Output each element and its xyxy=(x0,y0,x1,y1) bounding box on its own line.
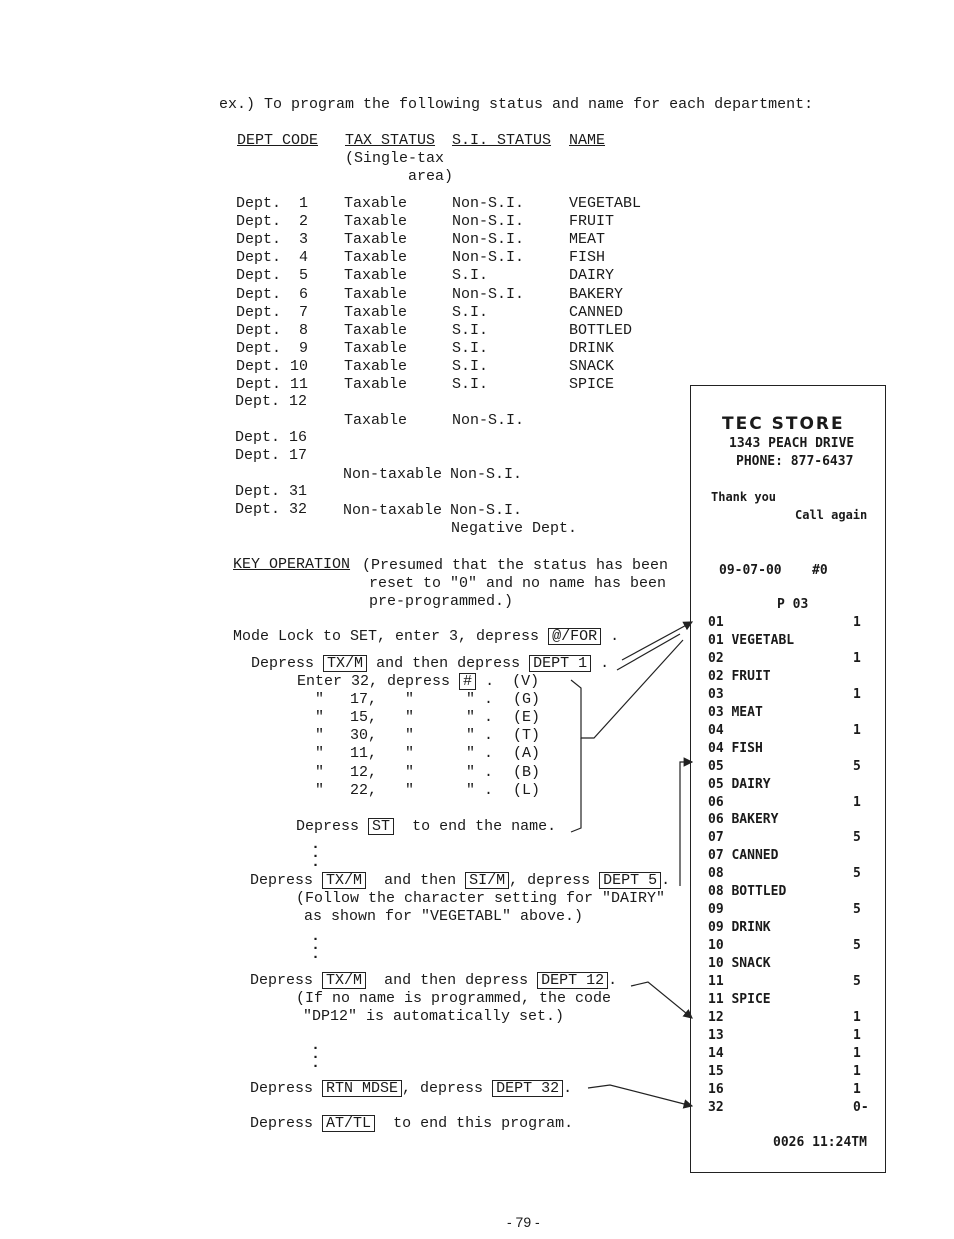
receipt-line-label: 05 DAIRY xyxy=(708,776,771,792)
end-program-line xyxy=(250,1115,573,1133)
receipt-line-value: 5 xyxy=(853,758,861,774)
dept-row-dept: Dept. 3 xyxy=(236,231,309,249)
end-name-text: to end the name. xyxy=(412,818,557,835)
hash-key: # xyxy=(459,673,476,690)
depress-dept12-line: Depress TX/M and then depress DEPT 12 . xyxy=(250,972,618,989)
dept-row-si: Non-S.I. xyxy=(452,231,525,249)
dept-row-si: Non-S.I. xyxy=(452,285,525,303)
group1-si: Non-S.I. xyxy=(452,412,525,429)
char-v: (V) xyxy=(512,673,540,690)
txm-key-12: TX/M xyxy=(322,972,366,989)
depress-dept1-line: Depress TX/M and then depress DEPT 1 . xyxy=(251,655,610,672)
group1-tax: Taxable xyxy=(344,412,408,429)
receipt-line-label: 04 FISH xyxy=(708,740,763,756)
intro-text: ex.) To program the following status and name for each department: xyxy=(219,96,814,113)
follow-note-2: as shown for "VEGETABL" above.) xyxy=(304,908,584,925)
dept-row-tax: Taxable xyxy=(344,249,408,267)
receipt-line-label: 01 xyxy=(708,615,724,630)
depress-word-end: Depress xyxy=(250,1115,314,1132)
char-line-period: . xyxy=(484,745,494,763)
receipt-line-label: 13 xyxy=(708,1027,724,1043)
group2-tax: Non-taxable xyxy=(343,466,443,483)
receipt-line-label: 12 xyxy=(708,1009,724,1025)
receipt-date: 09-07-00 xyxy=(719,563,782,578)
depress-dept5-line: Depress TX/M and then SI/M , depress DEPT 5 . xyxy=(250,872,671,889)
dept-row-tax: Taxable xyxy=(344,303,408,321)
char-line-ditto: " xyxy=(405,709,415,727)
dept-row-name: SNACK xyxy=(569,357,615,375)
depress-word: Depress xyxy=(251,655,315,672)
receipt-line-label: 06 BAKERY xyxy=(708,812,779,828)
receipt-line-value: 5 xyxy=(853,974,861,989)
receipt xyxy=(690,385,886,1173)
char-line-c: (G) xyxy=(513,691,541,709)
and-then-5: and then xyxy=(384,872,457,889)
receipt-line-label: 14 xyxy=(708,1045,724,1061)
st-key: ST xyxy=(368,818,394,835)
dept-row-name: BOTTLED xyxy=(569,321,633,339)
receipt-line-label: 03 xyxy=(708,686,724,702)
dept-row-si: S.I. xyxy=(452,357,489,375)
receipt-line-label: 06 xyxy=(708,794,724,810)
dept-row-tax: Taxable xyxy=(344,195,408,212)
dept-row-dept: Dept. 9 xyxy=(236,339,309,357)
dept-row-dept: Dept. 2 xyxy=(236,213,309,231)
dept-row-si: Non-S.I. xyxy=(452,213,525,231)
dept-31: Dept. 31 xyxy=(235,483,308,500)
and-then-depress-12: and then depress xyxy=(384,972,529,989)
receipt-line-label: 10 xyxy=(708,938,724,954)
receipt-line-value: 1 xyxy=(853,615,861,630)
page-number: - 79 - xyxy=(507,1214,540,1230)
char-line-period: . xyxy=(484,709,494,727)
receipt-line-label: 05 xyxy=(708,758,724,774)
dept-row-tax: Taxable xyxy=(344,339,408,357)
header-si-status: S.I. STATUS xyxy=(452,132,552,149)
receipt-line-label: 15 xyxy=(708,1063,724,1079)
dept-row-dept: Dept. 10 xyxy=(236,357,309,375)
header-name: NAME xyxy=(569,132,606,149)
keyop-label: KEY OPERATION xyxy=(233,556,351,573)
group2-si: Non-S.I. xyxy=(450,466,523,483)
dept-row-tax: Taxable xyxy=(344,376,408,393)
dept-12: Dept. 12 xyxy=(235,393,308,410)
receipt-line-label: 32 xyxy=(708,1099,724,1115)
char-line-ditto: " xyxy=(405,727,415,745)
and-then-depress: and then depress xyxy=(376,655,521,672)
char-line-n: 11, xyxy=(350,745,378,763)
dept-row-dept: Dept. 7 xyxy=(236,303,309,321)
sim-key: SI/M xyxy=(465,872,509,889)
receipt-line-label: 08 xyxy=(708,866,724,882)
depress-word-12: Depress xyxy=(250,972,314,989)
group3-note: Negative Dept. xyxy=(451,520,578,537)
receipt-line-value: 1 xyxy=(853,1009,861,1025)
dept-row-name: DAIRY xyxy=(569,267,615,285)
char-line-ditto: " xyxy=(315,745,325,763)
receipt-line-value: 5 xyxy=(853,938,861,954)
header-dept-code: DEPT CODE xyxy=(237,132,319,149)
ellipsis-2: . . . xyxy=(311,928,321,963)
receipt-line-label: 11 xyxy=(708,974,724,989)
char-line-ditto: " xyxy=(466,781,476,799)
char-line-ditto: " xyxy=(466,709,476,727)
char-line-ditto: " xyxy=(405,691,415,709)
dept-row-tax: Taxable xyxy=(344,213,408,231)
char-line-n: 30, xyxy=(350,727,378,745)
dept-17: Dept. 17 xyxy=(235,447,308,464)
char-line-ditto: " xyxy=(315,781,325,799)
receipt-line-value: 1 xyxy=(853,650,861,666)
char-line-n: 12, xyxy=(350,763,378,781)
receipt-line-label: 09 xyxy=(708,902,724,918)
dept-row-tax: Taxable xyxy=(344,285,408,303)
receipt-store-name: TEC STORE xyxy=(722,414,845,434)
dept32-key: DEPT 32 xyxy=(492,1080,563,1097)
dept-32: Dept. 32 xyxy=(235,501,308,518)
receipt-line-value: 1 xyxy=(853,794,861,810)
receipt-line-label: 07 CANNED xyxy=(708,848,779,864)
char-line-c: (L) xyxy=(513,781,541,799)
char-line-c: (B) xyxy=(513,763,541,781)
enter32-line: Enter 32, depress # . (V) xyxy=(297,673,540,690)
char-line-period: . xyxy=(484,691,494,709)
char-line-c: (E) xyxy=(513,709,541,727)
char-line-n: 17, xyxy=(350,691,378,709)
keyop-note-3: pre-programmed.) xyxy=(369,593,514,610)
attl-key: AT/TL xyxy=(322,1115,375,1132)
receipt-line-label: 09 DRINK xyxy=(708,920,771,936)
receipt-phone: PHONE: 877-6437 xyxy=(736,454,854,469)
dept-row-name: SPICE xyxy=(569,376,615,393)
dept-row-name: VEGETABL xyxy=(569,195,642,212)
dept-row-name: FRUIT xyxy=(569,213,615,231)
receipt-address: 1343 PEACH DRIVE xyxy=(729,436,855,451)
end-program-text: to end this program. xyxy=(393,1115,574,1132)
receipt-line-value: 1 xyxy=(853,1027,861,1043)
receipt-line-label: 04 xyxy=(708,722,724,738)
for-key: @/FOR xyxy=(548,628,601,645)
dept-row-si: S.I. xyxy=(452,339,489,357)
char-line-n: 15, xyxy=(350,709,378,727)
noname-note-2: "DP12" is automatically set.) xyxy=(303,1008,565,1025)
receipt-line-label: 08 BOTTLED xyxy=(708,884,787,900)
group3-tax: Non-taxable xyxy=(343,502,443,519)
dept1-key: DEPT 1 xyxy=(529,655,591,672)
dept-row-si: S.I. xyxy=(452,376,489,393)
dept-row-tax: Taxable xyxy=(344,357,408,375)
receipt-call: Call again xyxy=(795,508,868,522)
dept-row-name: CANNED xyxy=(569,303,624,321)
rtn-mdse-key: RTN MDSE xyxy=(322,1080,402,1097)
receipt-line-value: 1 xyxy=(853,722,861,738)
keyop-note-2: reset to "0" and no name has been xyxy=(369,575,667,592)
dept-row-name: MEAT xyxy=(569,231,606,249)
receipt-line-value: 5 xyxy=(853,866,861,882)
mode-lock-text: Mode Lock to SET, enter 3, depress xyxy=(233,628,540,645)
txm-key: TX/M xyxy=(323,655,367,672)
char-line-period: . xyxy=(484,781,494,799)
receipt-line-label: 11 SPICE xyxy=(708,991,771,1007)
dept-row-si: S.I. xyxy=(452,321,489,339)
char-line-ditto: " xyxy=(466,727,476,745)
receipt-line-label: 02 xyxy=(708,650,724,666)
char-line-period: . xyxy=(484,727,494,745)
char-line-period: . xyxy=(484,763,494,781)
follow-note-1: (Follow the character setting for "DAIRY" xyxy=(296,890,666,907)
keyop-note-1: (Presumed that the status has been xyxy=(362,557,669,574)
receipt-line-value: 1 xyxy=(853,1081,861,1097)
depress-word-st: Depress xyxy=(296,818,360,835)
enter32-text: Enter 32, depress xyxy=(297,673,451,690)
dept-row-si: Non-S.I. xyxy=(452,249,525,267)
receipt-p: P 03 xyxy=(777,597,809,612)
char-line-ditto: " xyxy=(315,691,325,709)
receipt-line-value: 1 xyxy=(853,686,861,702)
receipt-line-value: 1 xyxy=(853,1063,861,1079)
end-name-line xyxy=(296,818,556,836)
dept-row-tax: Taxable xyxy=(344,231,408,249)
dept-row-si: S.I. xyxy=(452,267,489,285)
header-tax-note-2: area) xyxy=(408,168,454,185)
char-line-ditto: " xyxy=(405,745,415,763)
receipt-line-value: 5 xyxy=(853,830,861,846)
group3-si: Non-S.I. xyxy=(450,502,523,519)
txm-key-5: TX/M xyxy=(322,872,366,889)
dept-row-dept: Dept. 11 xyxy=(236,376,309,393)
dept-row-si: S.I. xyxy=(452,303,489,321)
receipt-line-label: 16 xyxy=(708,1081,724,1097)
char-line-ditto: " xyxy=(315,763,325,781)
char-line-ditto: " xyxy=(405,781,415,799)
dept-row-dept: Dept. 1 xyxy=(236,195,309,212)
receipt-number: #0 xyxy=(812,563,828,578)
char-line-n: 22, xyxy=(350,781,378,799)
receipt-line-label: 10 SNACK xyxy=(708,956,771,972)
receipt-line-value: 1 xyxy=(853,1045,861,1061)
char-line-ditto: " xyxy=(315,709,325,727)
receipt-footer: 0026 11:24TM xyxy=(773,1135,867,1150)
receipt-line-label: 03 MEAT xyxy=(708,704,763,720)
dept-row-name: BAKERY xyxy=(569,285,624,303)
dept-row-dept: Dept. 5 xyxy=(236,267,309,285)
dept-row-name: DRINK xyxy=(569,339,615,357)
dept-16: Dept. 16 xyxy=(235,429,308,446)
comma-depress-32: , depress xyxy=(402,1080,484,1097)
dept-row-dept: Dept. 6 xyxy=(236,285,309,303)
dept12-key: DEPT 12 xyxy=(537,972,608,989)
receipt-line-label: 02 FRUIT xyxy=(708,668,771,684)
dept-row-name: FISH xyxy=(569,249,606,267)
receipt-line-label: 01 VEGETABL xyxy=(708,632,795,648)
char-line-c: (A) xyxy=(513,745,541,763)
ellipsis-3: . . . xyxy=(311,1037,321,1072)
ellipsis-1: . . . xyxy=(311,836,321,871)
comma-depress-5: , depress xyxy=(509,872,591,889)
depress-word-5: Depress xyxy=(250,872,314,889)
receipt-thank: Thank you xyxy=(711,490,777,504)
dept-row-dept: Dept. 4 xyxy=(236,249,309,267)
depress-word-32: Depress xyxy=(250,1080,314,1097)
depress-dept32-line: Depress RTN MDSE , depress DEPT 32 . xyxy=(250,1080,573,1097)
receipt-line-value: 5 xyxy=(853,902,861,918)
char-line-c: (T) xyxy=(513,727,541,745)
char-line-ditto: " xyxy=(315,727,325,745)
mode-lock-line: Mode Lock to SET, enter 3, depress @/FOR . xyxy=(233,628,620,645)
header-tax-note: (Single-tax xyxy=(345,150,445,167)
dept-row-tax: Taxable xyxy=(344,321,408,339)
char-line-ditto: " xyxy=(405,763,415,781)
receipt-line-label: 07 xyxy=(708,830,724,846)
noname-note-1: (If no name is programmed, the code xyxy=(296,990,612,1007)
dept5-key: DEPT 5 xyxy=(599,872,661,889)
char-line-ditto: " xyxy=(466,691,476,709)
dept-row-dept: Dept. 8 xyxy=(236,321,309,339)
char-line-ditto: " xyxy=(466,763,476,781)
char-line-ditto: " xyxy=(466,745,476,763)
receipt-line-value: 0- xyxy=(853,1099,869,1115)
dept-row-si: Non-S.I. xyxy=(452,195,525,212)
header-tax-status: TAX STATUS xyxy=(345,132,436,149)
dept-row-tax: Taxable xyxy=(344,267,408,285)
